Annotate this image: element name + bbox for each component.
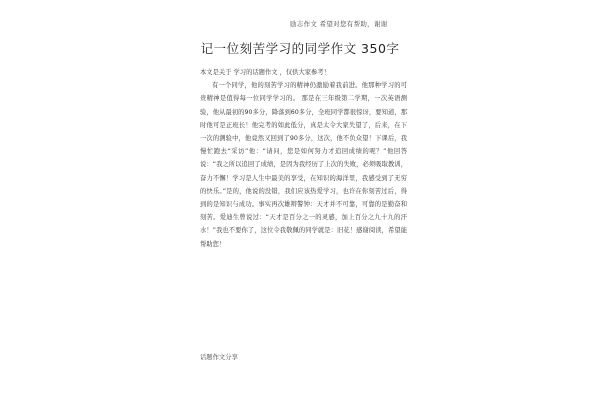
footer-note: 话题作文分享 <box>200 354 238 361</box>
page-title: 记一位刻苦学习的同学作文 350字 <box>200 41 400 56</box>
intro-paragraph: 本文是关于 学习的话题作文 ，仅供大家参考！ <box>200 69 330 76</box>
body-paragraph: 有一个同学，他的刻苦学习的精神仍激励着我前进。他那种学习的可贵精神是值得每一位同学学习的。 那是在三年级第二学期，一次英语测验，他从最初的90多分，降落到60多分，全班同学都很惊讶，要知道，那时他可是正班长！他完考的如此低分，真是太令大家失望了，后来，在下一次的测验中，他竟然又回到了90多分，这次，他不负众望！下课后，我慢忙跑去“采访”他：“请问，您是如何努力才追回成绩的呢？”他回答说：“我之所以追回了成绩，是因为我经历了上次的失败，必须吸取教训，奋力不懈！学习是人生中最美的享受，在知识的海洋里，我感受到了无穷的快乐。”是的，他说的没错，我们应该热爱学习，也许在你刻苦过后，得到的是知识与成功。事实再次雄辩警钟：天才并不可靠，可靠的是勤奋和刻苦。爱迪生曾说过：“天才是百分之一的灵感，加上百分之九十九的汗水！”我也不要你了，这位令我敬佩的同学就是：旧花！感谢阅读，希望能帮助您！ <box>200 82 407 248</box>
header-note: 励志作文 希望对您有帮助，谢谢 <box>290 20 388 28</box>
document-body <box>200 66 407 251</box>
